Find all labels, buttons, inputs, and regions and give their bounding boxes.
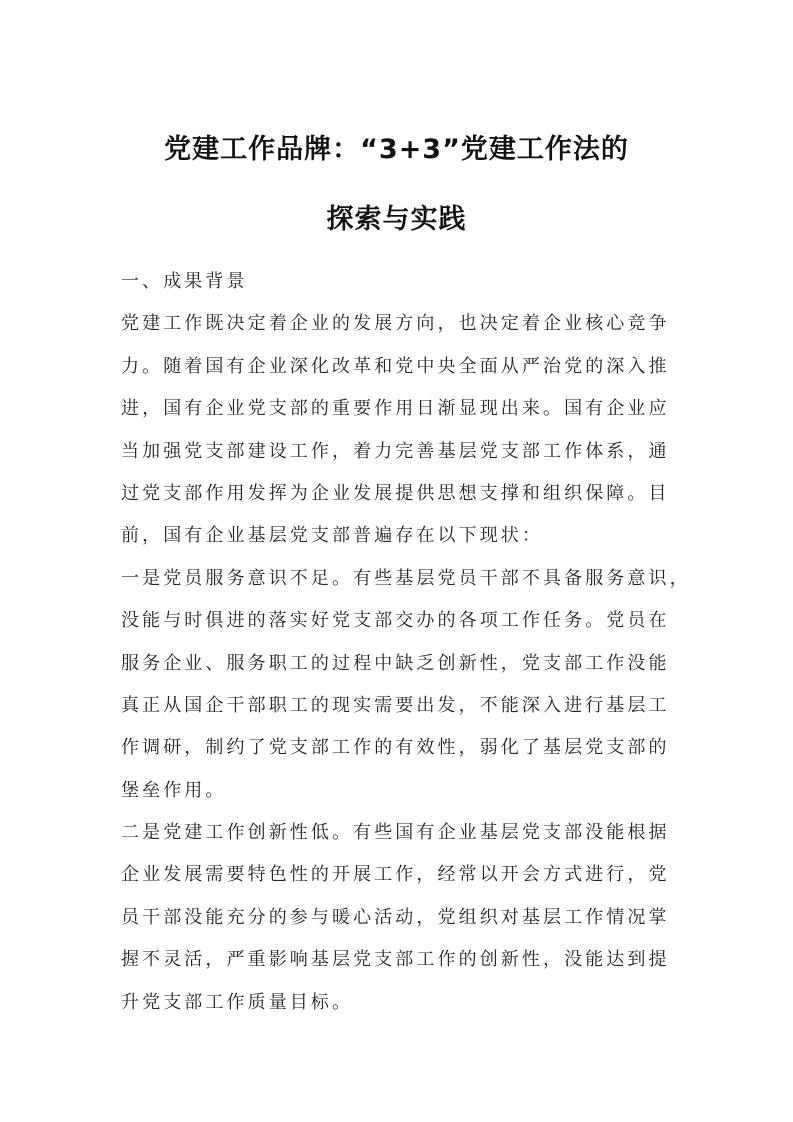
section-heading: 一、成果背景 bbox=[121, 271, 248, 292]
paragraph-line: 进，国有企业党支部的重要作用日渐显现出来。国有企业应 bbox=[121, 398, 670, 420]
document-title-line-1: 党建工作品牌：“3+3”党建工作法的 bbox=[164, 134, 629, 165]
paragraph-line: 企业发展需要特色性的开展工作，经常以开会方式进行，党 bbox=[121, 864, 670, 886]
paragraph-line: 二是党建工作创新性低。有些国有企业基层党支部没能根据 bbox=[121, 822, 670, 844]
paragraph-line: 堡垒作用。 bbox=[121, 779, 227, 801]
paragraph-line: 服务企业、服务职工的过程中缺乏创新性，党支部工作没能 bbox=[121, 652, 670, 674]
document-title-line-2: 探索与实践 bbox=[326, 204, 467, 235]
paragraph bbox=[121, 303, 681, 557]
paragraph-line: 没能与时俱进的落实好党支部交办的各项工作任务。党员在 bbox=[121, 610, 670, 632]
paragraph-line: 员干部没能充分的参与暖心活动，党组织对基层工作情况掌 bbox=[121, 906, 670, 928]
paragraph bbox=[121, 558, 691, 812]
paragraph-line: 前，国有企业基层党支部普遍存在以下现状： bbox=[121, 525, 543, 547]
paragraph-line: 真正从国企干部职工的现实需要出发，不能深入进行基层工 bbox=[121, 694, 670, 716]
paragraph-line: 当加强党支部建设工作，着力完善基层党支部工作体系，通 bbox=[121, 440, 670, 462]
paragraph-line: 作调研，制约了党支部工作的有效性，弱化了基层党支部的 bbox=[121, 737, 670, 759]
paragraph-line: 党建工作既决定着企业的发展方向，也决定着企业核心竞争 bbox=[121, 313, 670, 335]
paragraph-line: 过党支部作用发挥为企业发展提供思想支撑和组织保障。目 bbox=[121, 482, 670, 504]
document-body bbox=[121, 261, 691, 1024]
paragraph-line: 升党支部工作质量目标。 bbox=[121, 991, 354, 1013]
paragraph bbox=[121, 812, 681, 1024]
paragraph-line: 力。随着国有企业深化改革和党中央全面从严治党的深入推 bbox=[121, 355, 670, 377]
paragraph-line: 一是党员服务意识不足。有些基层党员干部不具备服务意识， bbox=[121, 567, 691, 589]
paragraph-line: 握不灵活，严重影响基层党支部工作的创新性，没能达到提 bbox=[121, 949, 670, 971]
